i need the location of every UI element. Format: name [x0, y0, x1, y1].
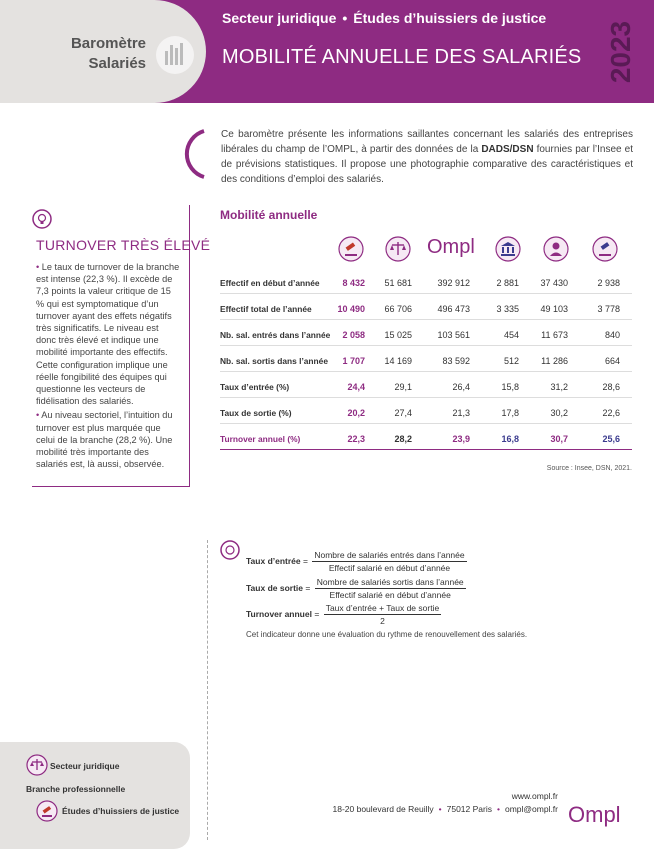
- table-row: [220, 348, 632, 372]
- scales-icon: [385, 236, 411, 262]
- table-cell: 49 103: [540, 304, 568, 314]
- row-label: Nb. sal. sortis dans l’année: [220, 356, 328, 366]
- table-cell: 2 058: [342, 330, 365, 340]
- table-cell: 20,2: [347, 408, 365, 418]
- table-cell: 22,3: [347, 434, 365, 444]
- row-label: Taux de sortie (%): [220, 408, 292, 418]
- table-cell: 664: [604, 356, 620, 366]
- table-row: [220, 426, 632, 450]
- gavel-icon: [36, 800, 58, 822]
- row-label: Turnover annuel (%): [220, 434, 301, 444]
- table-cell: 83 592: [442, 356, 470, 366]
- table-title: Mobilité annuelle: [220, 208, 318, 222]
- table-cell: 22,6: [602, 408, 620, 418]
- table-cell: 28,2: [394, 434, 412, 444]
- table-cell: 25,6: [602, 434, 620, 444]
- table-cell: 27,4: [394, 408, 412, 418]
- table-cell: 2 938: [597, 278, 620, 288]
- table-cell: 30,2: [550, 408, 568, 418]
- turnover-sidebar: [32, 205, 211, 487]
- table-cell: 17,8: [501, 408, 519, 418]
- table-row: [220, 322, 632, 346]
- table-cell: 2 881: [496, 278, 519, 288]
- table-cell: 3 335: [496, 304, 519, 314]
- lightbulb-icon: [32, 209, 52, 229]
- institution-icon: [495, 236, 521, 262]
- table-cell: 10 490: [337, 304, 365, 314]
- table-cell: 66 706: [384, 304, 412, 314]
- table-row: [220, 400, 632, 424]
- table-cell: 37 430: [540, 278, 568, 288]
- table-cell: 496 473: [437, 304, 470, 314]
- gavel-icon: [338, 236, 364, 262]
- table-cell: 23,9: [452, 434, 470, 444]
- table-cell: 51 681: [384, 278, 412, 288]
- ompl-logo: Ompl: [427, 236, 475, 258]
- table-cell: 31,2: [550, 382, 568, 392]
- table-cell: 14 169: [384, 356, 412, 366]
- website-link[interactable]: www.ompl.fr: [511, 791, 558, 801]
- table-cell: 30,7: [550, 434, 568, 444]
- table-cell: 16,8: [501, 434, 519, 444]
- row-label: Effectif total de l’année: [220, 304, 312, 314]
- table-cell: 15,8: [501, 382, 519, 392]
- table-cell: 103 561: [437, 330, 470, 340]
- barometer-chart-icon: [155, 35, 195, 75]
- table-cell: 26,4: [452, 382, 470, 392]
- table-cell: 28,6: [602, 382, 620, 392]
- row-label: Nb. sal. entrés dans l’année: [220, 330, 331, 340]
- email-link[interactable]: ompl@ompl.fr: [504, 804, 558, 814]
- header-sector: Secteur juridique • Études d’huissiers de justice: [222, 10, 547, 26]
- table-cell: 512: [503, 356, 519, 366]
- table-cell: 21,3: [452, 408, 470, 418]
- table-cell: 1 707: [342, 356, 365, 366]
- dashed-divider: [207, 540, 208, 840]
- row-label: Effectif en début d’année: [220, 278, 320, 288]
- header-band: [0, 0, 654, 103]
- table-cell: 29,1: [394, 382, 412, 392]
- footer-sector: Secteur juridique: [50, 761, 120, 771]
- table-cell: 454: [503, 330, 519, 340]
- table-cell: 392 912: [437, 278, 470, 288]
- table-cell: 8 432: [342, 278, 365, 288]
- person-icon: [543, 236, 569, 262]
- scales-icon: [26, 754, 48, 776]
- table-row: [220, 296, 632, 320]
- table-cell: 15 025: [384, 330, 412, 340]
- table-row: [220, 270, 632, 294]
- intro-arc-decoration: [178, 128, 208, 180]
- formula-icon: [220, 540, 240, 560]
- row-label: Taux d’entrée (%): [220, 382, 290, 392]
- footer-subsector: Études d’huissiers de justice: [62, 806, 180, 816]
- footer-contact: www.ompl.fr 18-20 boulevard de Reuilly • 75012 Paris • ompl@ompl.fr: [330, 790, 558, 816]
- sidebar-text: • Le taux de turnover de la branche est intense (22,3 %). Il excède de 7,3 points la valeur critique de 15 % qui est symptomatique d’un turnover ayant des effets négatifs très significatifs. Le niveau est donc très élevé et indique une mobilité importante des effectifs. Cette configuration implique une réelle fongibilité des équipes qui questionne les vecteurs de fidélisation des salariés. • Au niveau sectoriel, l’intuition du turnover est plus marquée que celui de la branche (28,2 %). Une mobilité très importante des salariés est, là aussi, observée.: [36, 262, 180, 470]
- table-row: [220, 374, 632, 398]
- table-cell: 11 673: [541, 330, 568, 340]
- auction-hammer-icon: [592, 236, 618, 262]
- footer-ompl-logo: Ompl: [568, 802, 621, 827]
- table-cell: 840: [604, 330, 620, 340]
- intro-paragraph: Ce baromètre présente les informations saillantes concernant les salariés des entreprises libérales du champ de l’OMPL, à partir des données de la DADS/DSN fournies par l’Insee et de prévisions statistiques. Il propose une photographie comparative des caractéristiques et des conditions d’emploi des salariés.: [221, 129, 634, 185]
- footer-branch: Branche professionnelle: [26, 784, 126, 794]
- barometre-panel: [0, 0, 206, 103]
- table-source: Source : Insee, DSN, 2021.: [546, 465, 632, 472]
- formula-entree: Taux d’entrée = $\frac{\text{Nombre de salariés entrés dans l’année}}{\text{Effectif salarié en début d’année}}$: [246, 550, 465, 573]
- formula-turnover: Turnover annuel = $\frac{\text{Taux d’entrée + Taux de sortie}}{2}$: [246, 603, 440, 626]
- formula-note: Cet indicateur donne une évaluation du rythme de renouvellement des salariés.: [246, 630, 528, 639]
- table-cell: 11 286: [541, 356, 568, 366]
- table-cell: 3 778: [597, 304, 620, 314]
- year-label: 2023: [605, 20, 636, 84]
- table-cell: 24,4: [347, 382, 365, 392]
- footer-branch-box: [0, 742, 190, 849]
- barometre-title: Baromètre Salariés: [70, 35, 146, 72]
- sidebar-title: TURNOVER TRÈS ÉLEVÉ: [36, 237, 211, 253]
- page-title: MOBILITÉ ANNUELLE DES SALARIÉS: [222, 46, 582, 68]
- formula-sortie: Taux de sortie = $\frac{\text{Nombre de salariés sortis dans l’année}}{\text{Effectif salarié en début d’année}}$: [246, 577, 464, 600]
